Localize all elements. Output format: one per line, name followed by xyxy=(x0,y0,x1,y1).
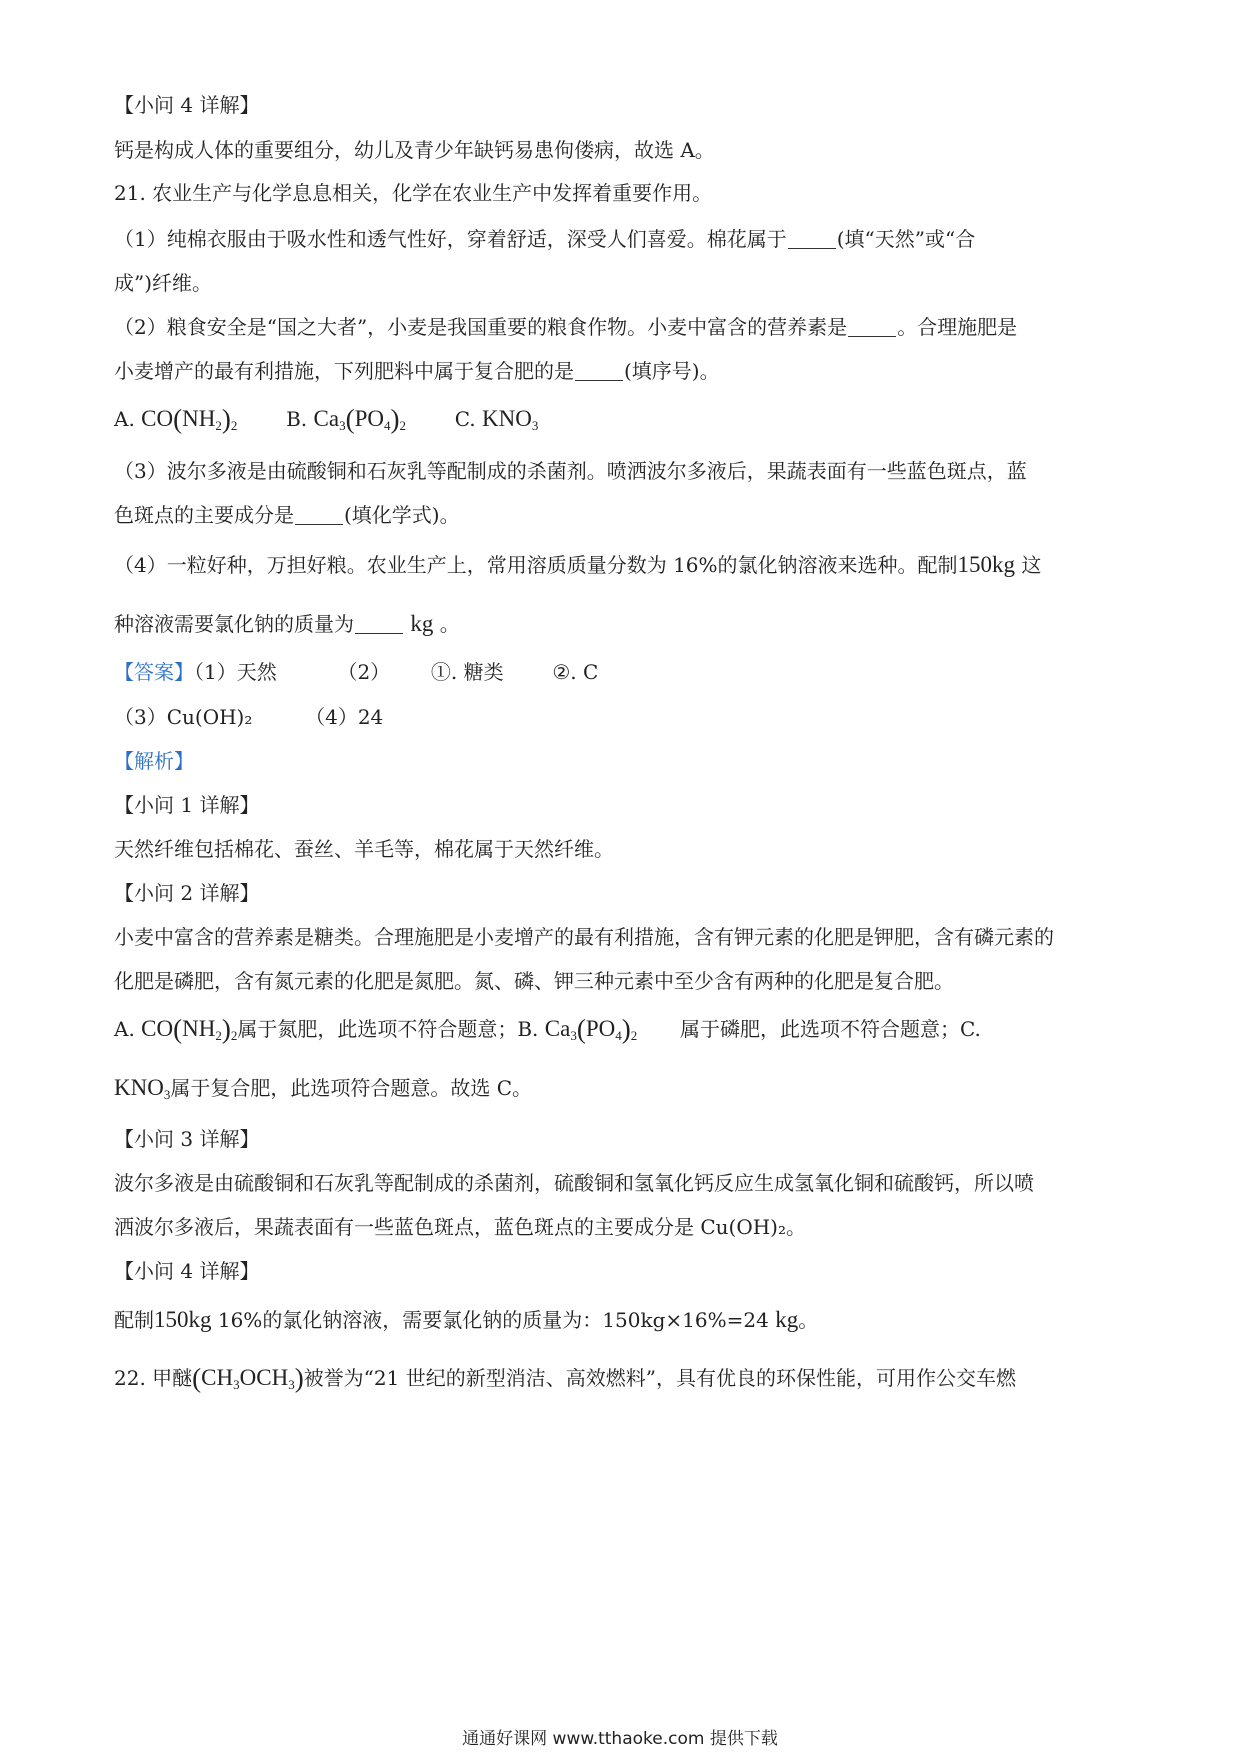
formula-urea: $CO(NH_2)_2$ xyxy=(141,1014,238,1044)
sub1-text: 天然纤维包括棉花、蚕丝、羊毛等，棉花属于天然纤维。 xyxy=(114,837,614,861)
q21-part4-line1: （4）一粒好种，万担好粮。农业生产上，常用溶质质量分数为 16%的氯化钠溶液来选种。配制150kg 这 xyxy=(114,552,1042,577)
option-a-formula: $CO(NH_2)_2$ xyxy=(141,404,238,434)
sub1-title: 【小问 1 详解】 xyxy=(114,793,260,817)
q21-part1-line2: 成”)纤维。 xyxy=(114,271,213,295)
q21-part1-line1: （1）纯棉衣服由于吸水性和透气性好，穿着舒适，深受人们喜爱。棉花属于 (填“天然”或“合 xyxy=(114,227,976,251)
sub3-title: 【小问 3 详解】 xyxy=(114,1127,260,1151)
q21-part2-line2: 小麦增产的最有利措施，下列肥料中属于复合肥的是 (填序号)。 xyxy=(114,359,720,383)
sub4-title: 【小问 4 详解】 xyxy=(114,1259,260,1283)
q4-detail-text: 钙是构成人体的重要组分，幼儿及青少年缺钙易患佝偻病，故选 A。 xyxy=(114,138,715,162)
answer-label: 【答案】 xyxy=(114,660,194,684)
option-b-label: B. xyxy=(286,407,308,431)
sub3-text-line2: 洒波尔多液后，果蔬表面有一些蓝色斑点，蓝色斑点的主要成分是 Cu(OH)₂。 xyxy=(114,1215,807,1239)
answer-blank xyxy=(295,504,343,525)
option-c-label: C. xyxy=(454,407,476,431)
option-b-formula: $Ca_3(PO_4)_2$ xyxy=(313,404,406,434)
q21-part3-line1: （3）波尔多液是由硫酸铜和石灰乳等配制成的杀菌剂。喷洒波尔多液后，果蔬表面有一些蓝色斑点，蓝 xyxy=(114,459,1027,483)
q21-part2-line1: （2）粮食安全是“国之大者”，小麦是我国重要的粮食作物。小麦中富含的营养素是 。合理施肥是 xyxy=(114,315,1018,339)
answer-line1: 【答案】（1）天然 （2） ①. 糖类 ②. C xyxy=(114,660,599,684)
sub2-text-line2: 化肥是磷肥，含有氮元素的化肥是氮肥。氮、磷、钾三种元素中至少含有两种的化肥是复合肥。 xyxy=(114,969,954,993)
q21-part3-line2: 色斑点的主要成分是 (填化学式)。 xyxy=(114,503,460,527)
sub3-text-line1: 波尔多液是由硫酸铜和石灰乳等配制成的杀菌剂，硫酸铜和氢氧化钙反应生成氢氧化铜和硫酸钙，所以喷 xyxy=(114,1171,1034,1195)
formula-potassium-nitrate: $KNO_3$ xyxy=(114,1075,171,1102)
sub2-text-line1: 小麦中富含的营养素是糖类。合理施肥是小麦增产的最有利措施，含有钾元素的化肥是钾肥，含有磷元素的 xyxy=(114,925,1054,949)
q22-stem: 22. 甲醚$(CH_3OCH_3)$被誉为“21 世纪的新型消洁、高效燃料”，具有优良的环保性能，可用作公交车燃 xyxy=(114,1363,1016,1393)
formula-dimethyl-ether: $(CH_3OCH_3)$ xyxy=(192,1363,304,1393)
option-a-label: A. xyxy=(114,407,135,431)
answer-blank xyxy=(355,613,403,634)
formula-calcium-phosphate: $Ca_3(PO_4)_2$ xyxy=(544,1014,638,1044)
answer-line2: （3）Cu(OH)₂ （4）24 xyxy=(114,705,384,729)
answer-blank xyxy=(788,228,836,249)
q21-options xyxy=(114,404,538,434)
q4-detail-title: 【小问 4 详解】 xyxy=(114,93,260,117)
q21-stem: 21. 农业生产与化学息息相关，化学在农业生产中发挥着重要作用。 xyxy=(114,181,713,205)
sub2-title: 【小问 2 详解】 xyxy=(114,881,260,905)
q21-part4-line2: 种溶液需要氯化钠的质量为 kg 。 xyxy=(114,611,460,636)
answer-blank xyxy=(575,360,623,381)
analysis-label: 【解析】 xyxy=(114,749,194,773)
answer-blank xyxy=(848,316,896,337)
page-footer: 通通好课网 www.tthaoke.com 提供下载 xyxy=(462,1729,778,1749)
sub2-conclusion: $KNO_3$属于复合肥，此选项符合题意。故选 C。 xyxy=(114,1075,533,1102)
sub2-options-line: A. $CO(NH_2)_2$属于氮肥，此选项不符合题意；B. $Ca_3(PO_4)_2$ 属于磷肥，此选项不符合题意；C. xyxy=(114,1014,981,1044)
sub4-text: 配制150kg 16%的氯化钠溶液，需要氯化钠的质量为：150kg×16%=24 kg。 xyxy=(114,1307,819,1332)
option-c-formula: $KNO_3$ xyxy=(482,406,539,433)
